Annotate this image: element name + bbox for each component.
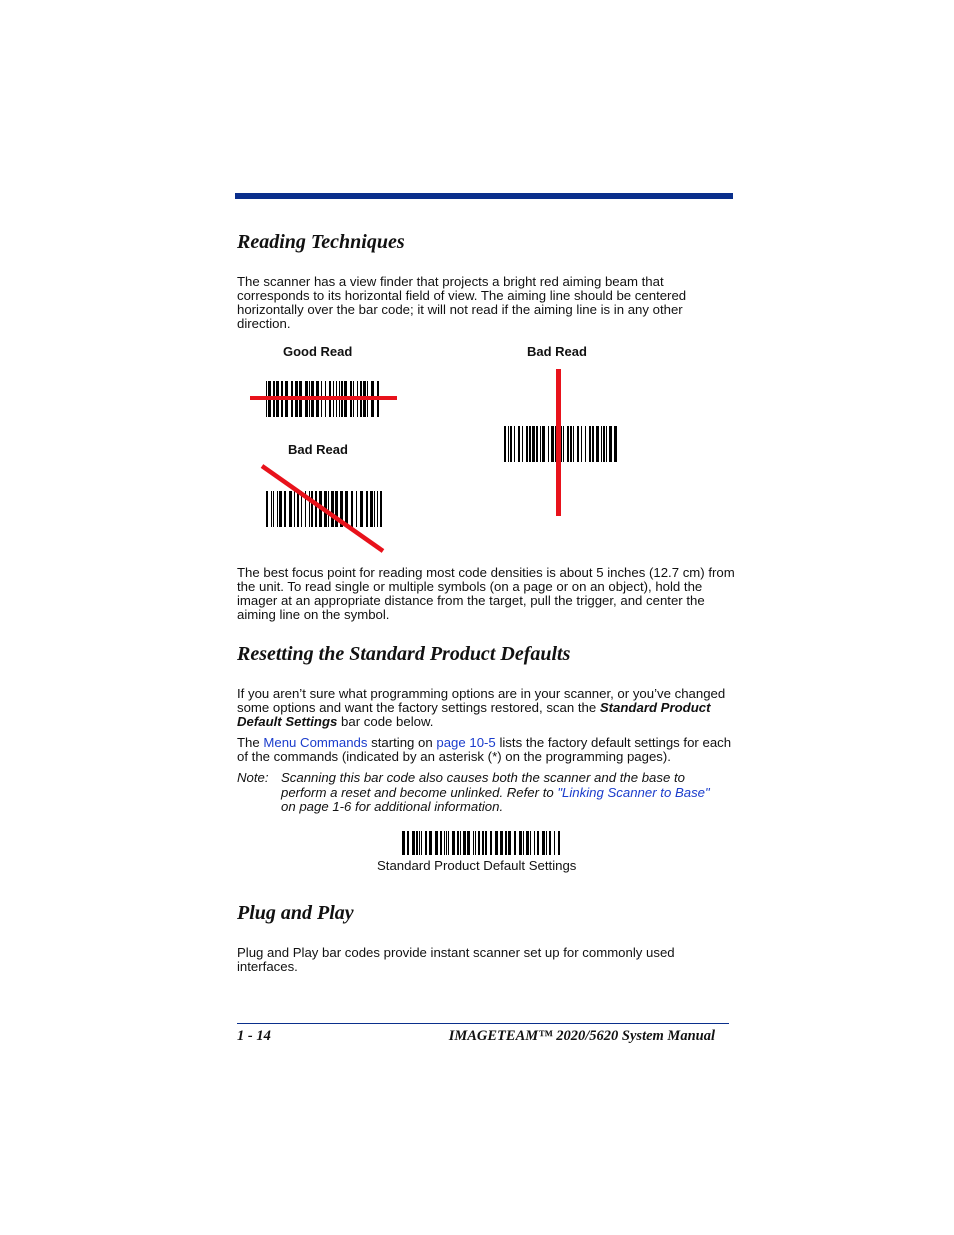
footer-rule	[237, 1023, 729, 1024]
plug-and-play-text: Plug and Play bar codes provide instant scanner set up for commonly used interfaces.	[237, 945, 675, 974]
reset-paragraph-2	[237, 736, 737, 764]
page-10-5-link[interactable]: page 10-5	[436, 735, 496, 750]
plug-and-play-paragraph	[237, 946, 737, 974]
bad-read-vertical-barcode-image	[504, 426, 618, 462]
header-rule	[235, 193, 733, 199]
reading-intro-paragraph	[237, 275, 737, 331]
bad-read-label-vertical: Bad Read	[527, 344, 587, 359]
note-text-b: on page 1-6 for additional information.	[281, 799, 504, 814]
note-body	[281, 771, 721, 815]
reset-paragraph-1	[237, 687, 737, 729]
aiming-line-horizontal	[250, 396, 397, 400]
reset-p1-end: bar code below.	[337, 714, 434, 729]
aiming-line-diagonal	[258, 462, 388, 556]
focus-paragraph	[237, 566, 737, 622]
standard-defaults-barcode-caption: Standard Product Default Settings	[377, 858, 577, 873]
good-read-label: Good Read	[283, 344, 353, 359]
note-text-a: Scanning this bar code also causes both the scanner and the base to perform a reset and become unlinked. Refer to	[281, 770, 685, 800]
reset-p2-a: The	[237, 735, 264, 750]
reset-p2-b: starting on	[367, 735, 437, 750]
standard-defaults-barcode-image[interactable]	[402, 831, 562, 855]
footer-page-number: 1 - 14	[237, 1028, 271, 1044]
reset-p1-text: If you aren’t sure what programming options are in your scanner, or you’ve changed some options and want the factory settings restored, scan the	[237, 686, 726, 715]
linking-scanner-to-base-link[interactable]: "Linking Scanner to Base"	[557, 784, 710, 800]
focus-text: The best focus point for reading most code densities is about 5 inches (12.7 cm) from the unit. To read single or multiple symbols (on a page or on an object), hold the imager at an appropriate distance from the target, pull the trigger, and center the aiming line on the symbol.	[237, 565, 735, 622]
bad-read-label-diagonal: Bad Read	[288, 442, 348, 457]
section-title-resetting-defaults: Resetting the Standard Product Defaults	[237, 643, 571, 665]
footer-manual-title: IMAGETEAM™ 2020/5620 System Manual	[448, 1028, 715, 1044]
reset-p2-c: lists the factory default settings for each of the commands (indicated by an asterisk (*) on the programming pages).	[237, 735, 732, 764]
section-title-reading-techniques: Reading Techniques	[237, 231, 405, 253]
reading-intro-text: The scanner has a view finder that projects a bright red aiming beam that corresponds to its horizontal field of view. The aiming line should be centered horizontally over the bar code; it will not read if the aiming line is in any other direction.	[237, 274, 687, 331]
section-title-plug-and-play: Plug and Play	[237, 902, 354, 924]
menu-commands-link[interactable]: Menu Commands	[263, 735, 368, 750]
aiming-line-vertical	[556, 369, 561, 516]
note-label: Note:	[237, 770, 269, 785]
note-block	[237, 771, 737, 815]
reset-p1-bold: Standard Product Default Settings	[237, 700, 711, 729]
